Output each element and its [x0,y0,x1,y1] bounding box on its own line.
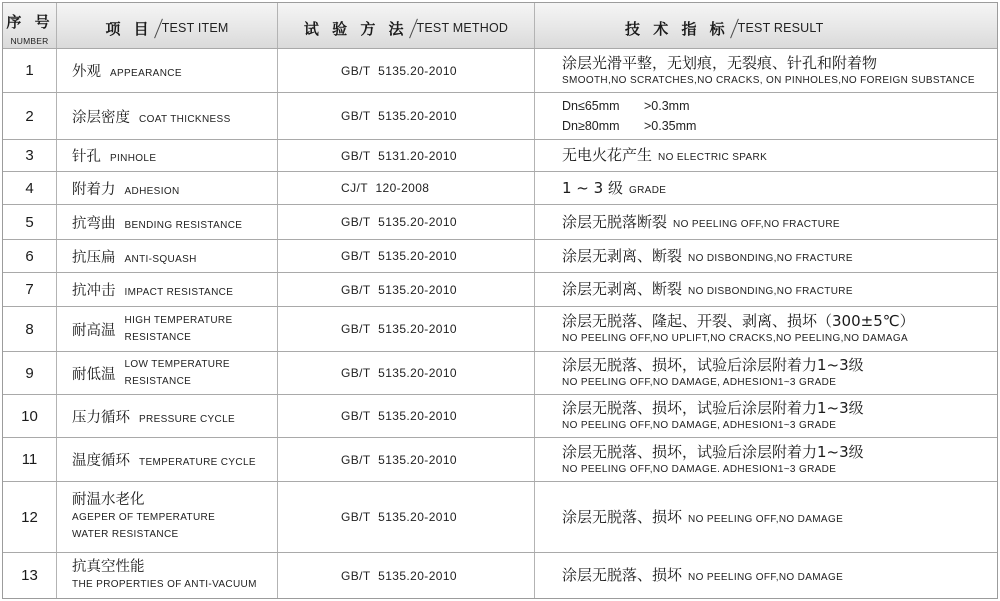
test-result-en: GRADE [628,184,667,196]
row-number: 9 [25,364,34,382]
test-result-en: NO DISBONDING,NO FRACTURE [688,286,853,297]
row-number-cell [3,140,57,171]
test-spec-table [2,2,998,599]
row-number-cell [3,172,57,204]
test-result-en: NO DISBONDING,NO FRACTURE [688,252,853,264]
test-item-en: PRESSURE CYCLE [139,413,236,425]
test-method-cell [278,482,535,552]
test-method-cell [278,553,535,598]
thickness-value: >0.3mm [644,99,690,113]
test-item-cn: 附着力 [72,181,116,198]
test-method: GB/T 5135.20-2010 [341,322,457,336]
test-item-en-line: AGEPER OF TEMPERATURE [72,511,216,523]
test-item-en [125,312,233,346]
test-result-cn: 涂层无脱落、隆起、开裂、剥离、损坏（300±5℃） [562,312,915,330]
row-number: 6 [25,247,34,265]
row-number-cell [3,93,57,139]
test-method: GB/T 5131.20-2010 [341,148,457,163]
test-method: GB/T 5135.20-2010 [341,568,457,583]
table-row [3,352,997,395]
test-result-cn: 涂层无脱落、损坏，试验后涂层附着力1~3级 [562,356,864,374]
table-row [3,395,997,438]
test-method-cell [278,240,535,272]
header-number-cn: 序 号 [6,12,53,31]
test-item-label [72,279,233,300]
row-number: 2 [25,107,34,125]
test-item-en: BENDING RESISTANCE [124,219,243,231]
test-result [562,313,915,345]
test-result-cn: 1 ~ 3 级 [562,178,623,197]
test-item-cn: 耐温水老化 [72,491,145,508]
test-result-cn: 涂层无脱落、损坏，试验后涂层附着力1~3级 [562,442,864,461]
test-result-en: SMOOTH,NO SCRATCHES,NO CRACKS, ON PINHOLES,NO FOREIGN SUBSTANCE [562,74,975,86]
test-item-cell [57,140,278,171]
row-number: 11 [21,451,38,468]
test-result-en: NO PEELING OFF,NO DAMAGE. ADHESION1~3 GRADE [562,463,837,475]
thickness-value: >0.35mm [644,119,697,133]
test-item-en-line: RESISTANCE [124,376,192,387]
test-item-cell [57,438,278,481]
test-method-cell [278,205,535,239]
test-item-en: TEMPERATURE CYCLE [139,457,256,468]
test-method: GB/T 5135.20-2010 [341,109,457,123]
spec-line [562,116,696,136]
test-result [562,357,864,389]
test-result-cn: 无电火花产生 [562,146,653,164]
row-number: 7 [25,281,34,298]
test-result-en: NO PEELING OFF,NO DAMAGE [688,572,844,583]
table-row [3,93,997,140]
test-item-cell [57,240,278,272]
table-row [3,49,997,93]
table-row [3,240,997,273]
test-method-cell [278,307,535,351]
row-number-cell [3,352,57,394]
test-item-cn: 外观 [72,64,101,80]
row-number: 1 [25,62,34,79]
test-method: GB/T 5135.20-2010 [341,282,457,297]
test-item-label [72,406,235,427]
test-result-cell [535,482,997,552]
test-method: GB/T 5135.20-2010 [341,215,457,229]
test-item-cell [57,553,278,598]
test-method: GB/T 5135.20-2010 [341,510,457,524]
test-result [562,509,843,526]
row-number-cell [3,553,57,598]
test-method-cell [278,172,535,204]
test-item-cn: 抗弯曲 [72,215,116,232]
header-number-label [6,11,52,46]
pipe-size: Dn≥80mm [562,119,620,133]
test-result-cell [535,307,997,351]
test-item-cn: 压力循环 [72,409,130,426]
test-item-cell [57,307,278,351]
test-item-cn: 抗真空性能 [72,558,145,575]
test-result-cell [535,352,997,394]
table-row [3,438,997,482]
header-item-cell [57,3,278,48]
row-number: 12 [21,508,38,526]
test-item-en [125,356,230,390]
test-result-cell [535,553,997,598]
test-method: GB/T 5135.20-2010 [341,249,457,263]
header-method-cell [278,3,535,48]
test-result-en: NO PEELING OFF,NO FRACTURE [673,218,840,230]
row-number-cell [3,240,57,272]
test-item-cell [57,482,278,552]
test-result [562,281,853,298]
table-row [3,307,997,352]
test-item-cn: 抗冲击 [72,283,116,299]
pipe-size: Dn≤65mm [562,99,620,113]
row-number: 3 [25,147,34,164]
test-result [562,214,840,231]
test-item-en: ANTI-SQUASH [124,253,197,265]
row-number: 5 [25,213,34,231]
table-row [3,553,997,598]
header-method-cn: 试 验 方 法 [303,19,407,38]
test-result-en: NO ELECTRIC SPARK [658,152,768,163]
header-number-en: NUMBER [10,35,49,46]
test-result-cell [535,93,997,139]
test-item-en: APPEARANCE [110,68,182,79]
test-item-label [72,106,231,127]
test-result [562,567,843,584]
test-item-cell [57,49,278,92]
test-item-label [72,492,215,543]
test-item-label [72,145,156,166]
test-item-cn: 针孔 [72,149,101,165]
table-row [3,273,997,307]
test-result-cell [535,140,997,171]
test-method: GB/T 5135.20-2010 [341,409,457,423]
test-method-cell [278,49,535,92]
test-result-cell [535,395,997,437]
test-item-en: ADHESION [124,185,180,197]
test-result-cell [535,172,997,204]
test-item-cell [57,93,278,139]
test-method-cell [278,93,535,139]
test-method-cell [278,273,535,306]
test-result-cell [535,49,997,92]
test-item-cell [57,273,278,306]
header-number-cell [3,3,57,48]
test-result-cell [535,438,997,481]
test-item-cn: 耐低温 [72,366,116,383]
header-method-en: TEST METHOD [416,21,509,35]
test-result-cell [535,205,997,239]
test-result [562,147,767,164]
row-number-cell [3,205,57,239]
test-item-cn: 耐高温 [72,322,116,339]
test-item-en-line: RESISTANCE [124,332,192,343]
test-item-cn: 涂层密度 [72,109,130,126]
test-item-label [72,178,180,199]
test-method-cell [278,140,535,171]
test-method-cell [278,395,535,437]
test-item-en-line: HIGH TEMPERATURE [124,315,233,326]
test-result-en: NO PEELING OFF,NO DAMAGE, ADHESION1~3 GRADE [562,377,837,388]
test-result-cell [535,273,997,306]
row-number: 4 [25,179,34,197]
header-result-cell [535,3,997,48]
header-item-en: TEST ITEM [161,21,229,35]
row-number: 8 [25,320,34,338]
test-item-cell [57,395,278,437]
row-number-cell [3,482,57,552]
test-method: GB/T 5135.20-2010 [341,452,457,467]
test-item-label [72,212,242,233]
test-item-en: COAT THICKNESS [139,113,231,125]
test-result [562,180,666,197]
row-number-cell [3,395,57,437]
row-number-cell [3,307,57,351]
test-item-label [72,356,230,390]
test-item-cell [57,205,278,239]
row-number: 13 [21,567,38,584]
test-result [562,248,853,265]
header-item-cn: 项 目 [105,19,152,38]
test-result-cn: 涂层无剥离、断裂 [562,246,683,265]
test-item-en: IMPACT RESISTANCE [124,287,234,298]
row-number-cell [3,49,57,92]
test-item-label [72,558,257,594]
test-item-cn: 温度循环 [72,453,130,469]
test-item-label [72,246,197,267]
row-number-cell [3,273,57,306]
test-item-label [72,60,182,81]
test-item-cell [57,352,278,394]
test-result-cn: 涂层无脱落、损坏 [562,507,683,526]
row-number: 10 [21,407,38,425]
test-method-cell [278,352,535,394]
row-number-cell [3,438,57,481]
header-result-cn: 技 术 指 标 [625,19,728,38]
coat-thickness-specs [562,96,696,136]
test-result-en: NO PEELING OFF,NO DAMAGE, ADHESION1~3 GRADE [562,420,837,431]
test-result [562,55,975,87]
table-row [3,140,997,172]
table-row [3,205,997,240]
test-item-en: PINHOLE [110,153,157,164]
test-method: GB/T 5135.20-2010 [341,63,457,78]
test-result-cn: 涂层光滑平整，无划痕，无裂痕、针孔和附着物 [562,53,878,72]
table-row [3,172,997,205]
spec-line [562,96,696,116]
test-result-cn: 涂层无脱落断裂 [562,212,668,231]
test-result-cn: 涂层无脱落、损坏 [562,566,683,584]
test-result-en: NO PEELING OFF,NO UPLIFT,NO CRACKS,NO PEELING,NO DAMAGA [562,333,908,344]
test-item-cell [57,172,278,204]
test-item-label [72,312,233,346]
test-result [562,400,864,432]
header-result-en: TEST RESULT [737,21,824,35]
test-result [562,444,864,476]
test-item-label [72,449,256,470]
test-result-cell [535,240,997,272]
test-method: CJ/T 120-2008 [341,181,430,195]
test-item-en-line: LOW TEMPERATURE [124,359,230,370]
test-result-en: NO PEELING OFF,NO DAMAGE [688,513,844,525]
test-result-cn: 涂层无脱落、损坏，试验后涂层附着力1~3级 [562,399,864,417]
table-row [3,482,997,553]
table-header-row [3,3,997,49]
test-method-cell [278,438,535,481]
test-method: GB/T 5135.20-2010 [341,366,457,380]
test-result-cn: 涂层无剥离、断裂 [562,280,683,298]
test-item-cn: 抗压扁 [72,249,116,266]
test-item-en-line: WATER RESISTANCE [72,528,179,540]
test-item-en: THE PROPERTIES OF ANTI-VACUUM [72,578,257,590]
